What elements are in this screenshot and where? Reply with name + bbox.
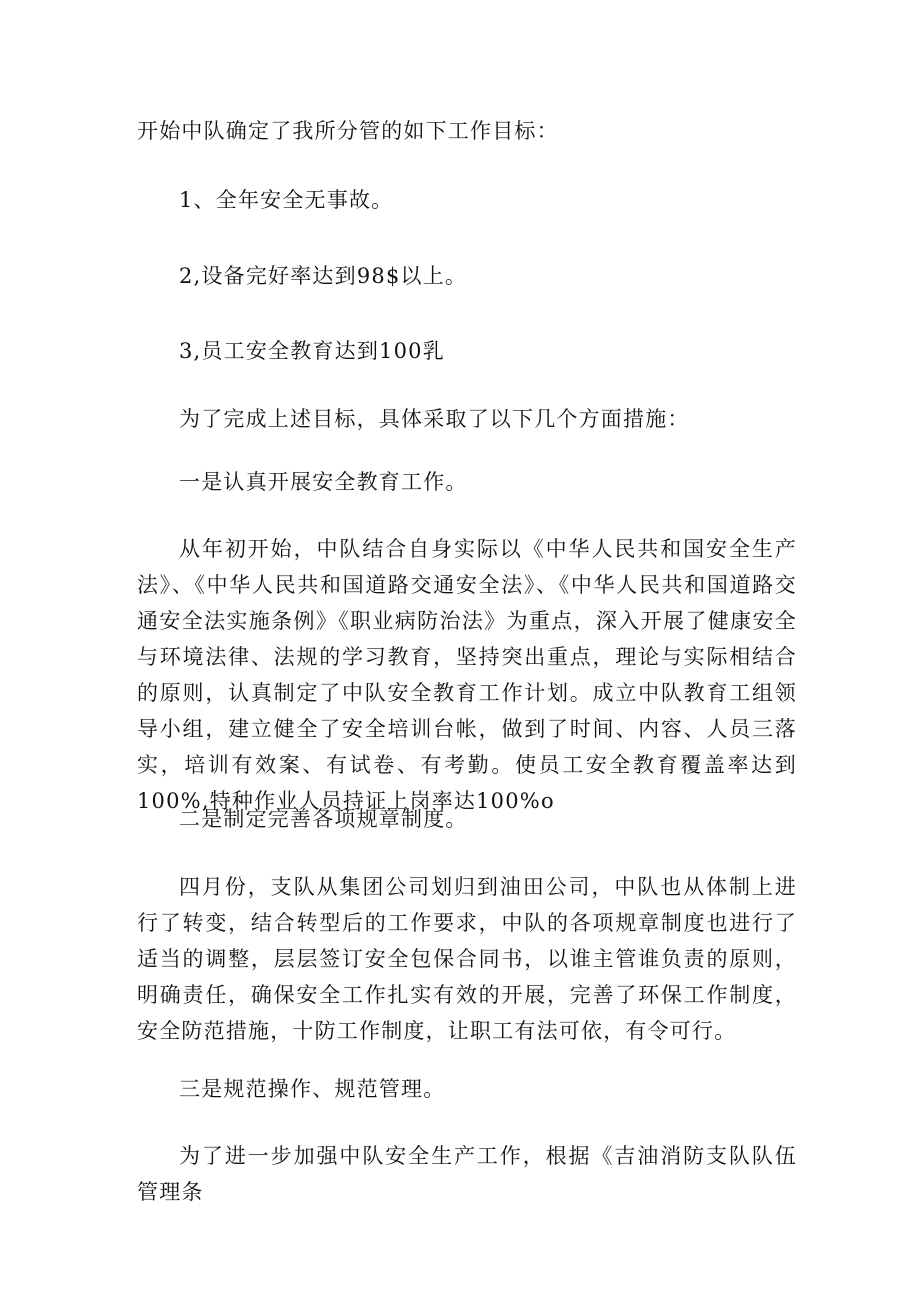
- goal-3: 3,员工安全教育达到100乳: [179, 339, 445, 363]
- section-1-heading: 一是认真开展安全教育工作。: [179, 470, 468, 494]
- section-2-body: 四月份，支队从集团公司划归到油田公司，中队也从体制上进行了转变，结合转型后的工作要求，中队的各项规章制度也进行了适当的调整，层层签订安全包保合同书，以谁主管谁负责的原则，明确责任，确保安全工作扎实有效的开展，完善了环保工作制度，安全防范措施，十防工作制度，让职工有法可依，有令可行。: [137, 875, 797, 1043]
- intro-line: 开始中队确定了我所分管的如下工作目标：: [137, 119, 559, 143]
- section-3-heading: 三是规范操作、规范管理。: [179, 1077, 446, 1101]
- section-3-body: 为了进一步加强中队安全生产工作，根据《吉油消防支队队伍管理条: [137, 1144, 797, 1204]
- measures-intro: 为了完成上述目标，具体采取了以下几个方面措施：: [179, 407, 690, 431]
- goal-1: 1、全年安全无事故。: [179, 188, 394, 212]
- goal-2: 2,设备完好率达到98$以上。: [179, 264, 468, 288]
- section-1-body: 从年初开始，中队结合自身实际以《中华人民共和国安全生产法》、《中华人民共和国道路交通安全法》、《中华人民共和国道路交通安全法实施条例》《职业病防治法》为重点，深入开展了健康安全与环境法律、法规的学习教育，坚持突出重点，理论与实际相结合的原则，认真制定了中队安全教育工作计划。成立中队教育工组领导小组，建立健全了安全培训台帐，做到了时间、内容、人员三落实，培训有效案、有试卷、有考勤。使员工安全教育覆盖率达到100%,特种作业人员持证上岗率达100%o: [137, 537, 797, 813]
- section-2-heading: 二是制定完善各项规章制度。: [179, 807, 468, 831]
